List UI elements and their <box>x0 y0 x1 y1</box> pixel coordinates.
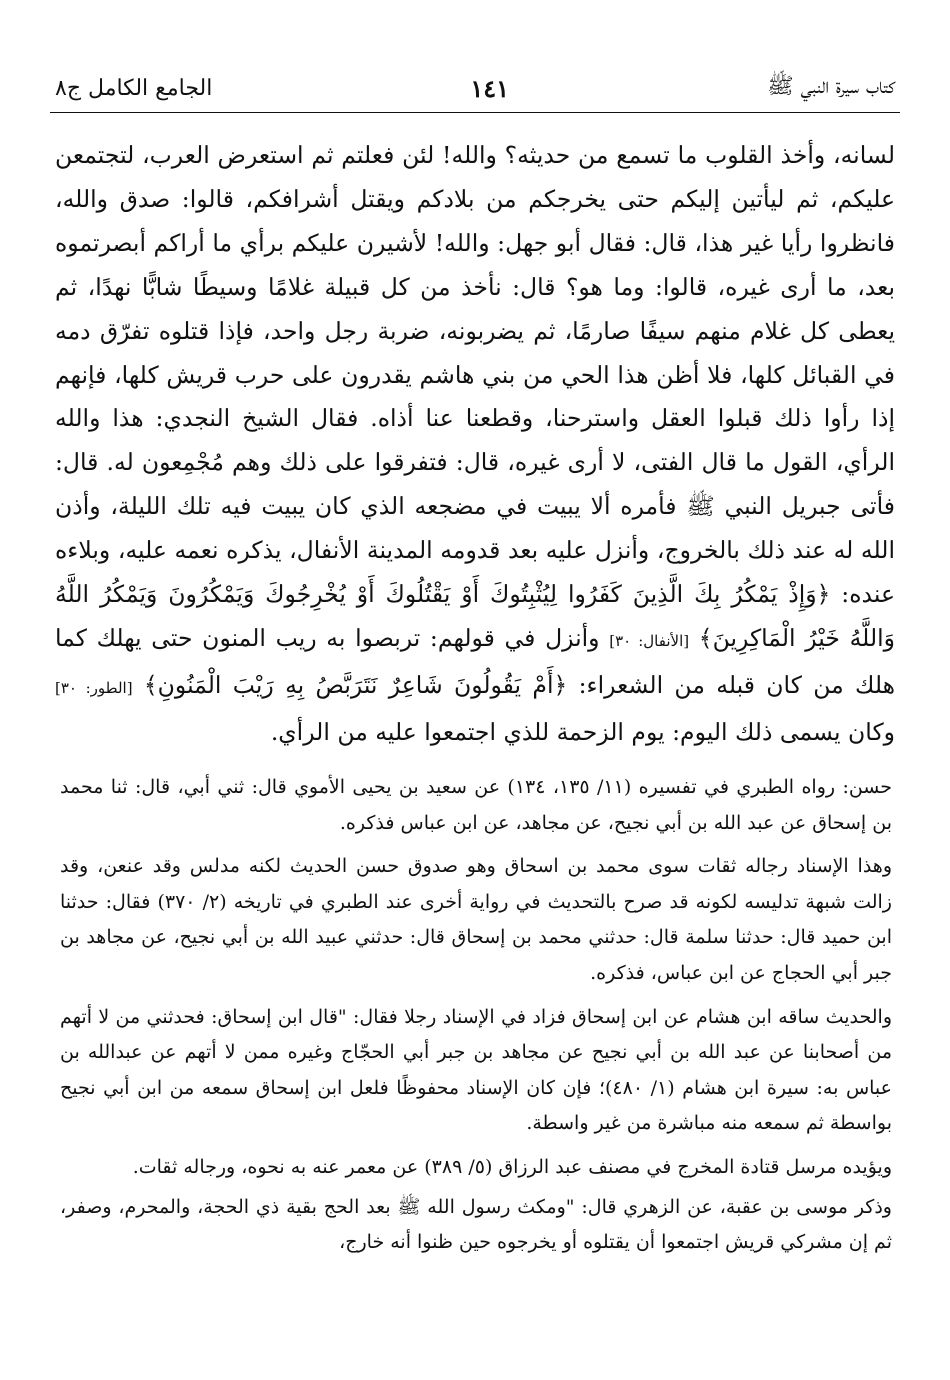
page-number: ١٤١ <box>470 73 510 103</box>
footnote-paragraph: حسن: رواه الطبري في تفسيره (١١/ ١٣٥، ١٣٤) عن سعيد بن يحيى الأموي قال: ثني أبي، قال: ثنا محمد بن إسحاق عن عبد الله بن أبي نجيح، عن مجاهد، عن ابن عباس فذكره. <box>60 776 893 834</box>
footnote-paragraph: وذكر موسى بن عقبة، عن الزهري قال: "ومكث رسول الله ﷺ بعد الحج بقية ذي الحجة، والمحرم، وصفر، ثم إن مشركي قريش اجتمعوا أن يقتلوه أو يخرجوه حين ظنوا أنه خارج، <box>60 1195 892 1254</box>
main-paragraph <box>55 134 895 755</box>
footnotes <box>60 770 892 1269</box>
main-text-part1: لسانه، وأخذ القلوب ما تسمع من حديثه؟ والله! لئن فعلتم ثم استعرض العرب، لتجتمعن عليكم، ثم ليأتين إليكم حتى يخرجكم من بلادكم ويقتل أشرافكم، قالوا: صدق والله، فانظروا رأيا غير هذا، قال: فقال أبو جهل: والله! لأشيرن عليكم برأي ما أراكم أبصرتموه بعد، ما أرى غيره، قالوا: وما هو؟ قال: نأخذ من كل قبيلة غلامًا وسيطًا شابًّا نهدًا، ثم يعطى كل غلام منهم سيفًا صارمًا، ثم يضربونه، ضربة رجل واحد، فإذا قتلوه تفرّق دمه في القبائل كلها، فلا أظن هذا الحي من بني هاشم يقدرون على حرب قريش كلها، فإنهم إذا رأوا ذلك قبلوا العقل واسترحنا، وقطعنا عنا أذاه. فقال الشيخ النجدي: هذا والله الرأي، القول ما قال الفتى، لا أرى غيره، قال: فتفرقوا على ذلك وهم مُجْمِعون له. قال: فأتى جبريل النبي ﷺ فأمره ألا يبيت في مضجعه الذي كان يبيت فيه تلك الليلة، وأذن الله له عند ذلك بالخروج، وأنزل عليه بعد قدومه المدينة الأنفال، يذكره نعمه عليه، وبلاءه عنده: <box>55 141 895 609</box>
volume-label: الجامع الكامل ج٨ <box>55 75 213 101</box>
quran-verse-tur: ﴿أَمْ يَقُولُونَ شَاعِرٌ نَتَرَبَّصُ بِهِ رَيْبَ الْمَنُونِ﴾ <box>143 670 568 699</box>
footnote-paragraph: والحديث ساقه ابن هشام عن ابن إسحاق فزاد في الإسناد رجلا فقال: "قال ابن إسحاق: فحدثني من لا أتهم من أصحابنا عن عبد الله بن أبي نجيح عن مجاهد بن جبر أبي الحجّاج وغيره ممن لا أتهم عن عبدالله بن عباس به: سيرة ابن هشام (١/ ٤٨٠)؛ فإن كان الإسناد محفوظًا فلعل ابن إسحاق سمعه من ابن أبي نجيح بواسطة ثم سمعه منه مباشرة من غير واسطة. <box>60 1005 892 1135</box>
book-title: كتاب سيرة النبي ﷺ <box>767 74 895 99</box>
main-text-part2: وأنزل في قولهم: تربصوا به ريب المنون حتى يهلك كما هلك من كان قبله من الشعراء: <box>55 623 895 699</box>
footnote-paragraph: وهذا الإسناد رجاله ثقات سوى محمد بن اسحاق وهو صدوق حسن الحديث لكنه مدلس وقد عنعن، وقد زالت شبهة تدليسه لكونه قد صرح بالتحديث في رواية أخرى عند الطبري في تاريخه (٢/ ٣٧٠) فقال: حدثنا ابن حميد قال: حدثنا سلمة قال: حدثني محمد بن إسحاق قال: حدثني عبيد الله بن أبي نجيح، عن مجاهد بن جبر أبي الحجاج عن ابن عباس، فذكره. <box>60 855 892 984</box>
footnote-paragraph: ويؤيده مرسل قتادة المخرج في مصنف عبد الرزاق (٥/ ٣٨٩) عن معمر عنه به نحوه، ورجاله ثقات. <box>132 1155 892 1178</box>
main-text <box>55 134 895 755</box>
quran-verse-anfal: ﴿وَإِذْ يَمْكُرُ بِكَ الَّذِينَ كَفَرُوا لِيُثْبِتُوكَ أَوْ يَقْتُلُوكَ أَوْ يُخْرِجُوكَ وَيَمْكُرُونَ وَيَمْكُرُ اللَّهُ وَاللَّهُ خَيْرُ الْمَاكِرِينَ﴾ <box>55 580 895 652</box>
verse-reference-anfal: [الأنفال: ٣٠] <box>609 631 690 650</box>
main-text-part3: وكان يسمى ذلك اليوم: يوم الزحمة للذي اجتمعوا عليه من الرأي. <box>270 717 895 746</box>
header-rule <box>50 112 900 113</box>
verse-reference-tur: [الطور: ٣٠] <box>55 678 133 697</box>
page-header <box>55 68 895 108</box>
